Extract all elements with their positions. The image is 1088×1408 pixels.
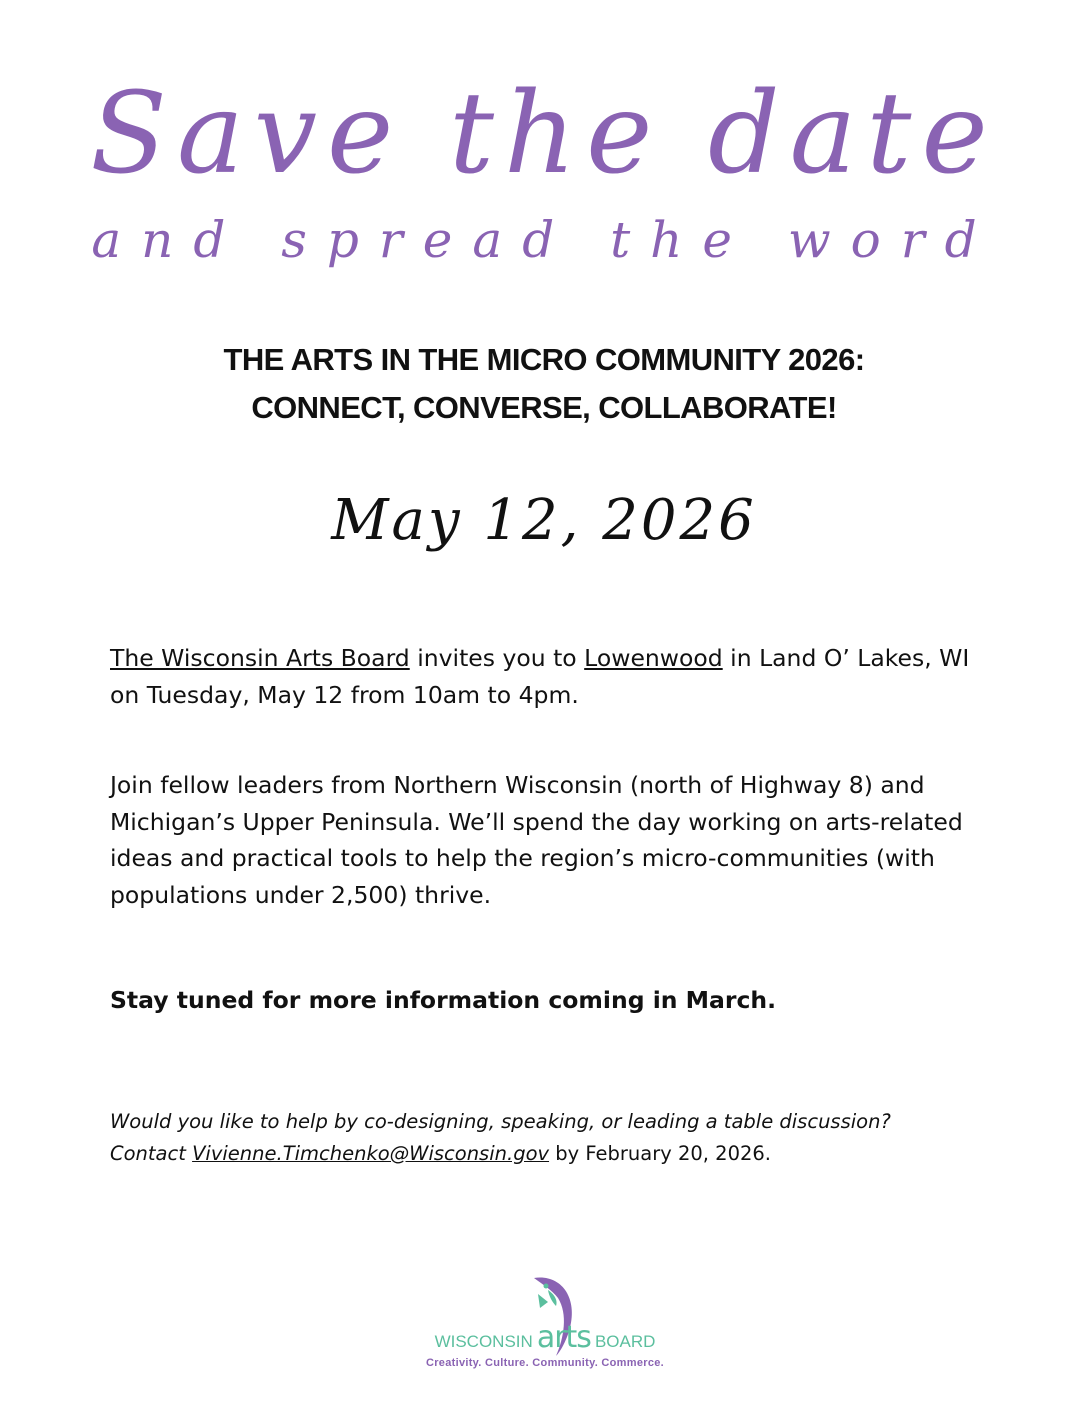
logo-center-word: arts bbox=[536, 1320, 591, 1355]
logo-wordmark bbox=[400, 1320, 690, 1355]
invitation-text-a: invites you to bbox=[409, 644, 585, 672]
invitation-text-b: in Land O’ Lakes, WI on Tuesday, May 12 from 10am to 4pm. bbox=[110, 644, 970, 709]
contact-prefix: Contact bbox=[110, 1142, 193, 1165]
spread-the-word-subheadline: and spread the word bbox=[91, 211, 997, 269]
save-the-date-headline: Save the date bbox=[90, 69, 998, 199]
help-question: Would you like to help by co-designing, speaking, or leading a table discussion? bbox=[110, 1110, 891, 1133]
details-paragraph: Join fellow leaders from Northern Wisconsin (north of Highway 8) and Michigan’s Upper Peninsula. We’ll spend the day working on arts-related ideas and practical tools to help the region’s micro-communities (with populations under 2,500) thrive. bbox=[110, 771, 963, 909]
stay-tuned-note: Stay tuned for more information coming in March. bbox=[110, 986, 777, 1014]
help-request bbox=[110, 1106, 990, 1170]
wisconsin-arts-board-link[interactable]: The Wisconsin Arts Board bbox=[110, 644, 410, 672]
invitation-paragraph bbox=[110, 640, 980, 713]
event-title bbox=[0, 336, 1088, 432]
event-date: May 12, 2026 bbox=[331, 488, 757, 553]
logo-tagline: Creativity. Culture. Community. Commerce. bbox=[425, 1357, 665, 1369]
contact-email-link[interactable]: Vivienne.Timchenko@Wisconsin.gov bbox=[192, 1142, 550, 1165]
logo-right-word: BOARD bbox=[594, 1332, 656, 1351]
event-title-line2: CONNECT, CONVERSE, COLLABORATE! bbox=[251, 390, 837, 425]
event-title-line1: THE ARTS IN THE MICRO COMMUNITY 2026: bbox=[223, 342, 865, 377]
wisconsin-arts-board-logo bbox=[400, 1268, 690, 1378]
lowenwood-link[interactable]: Lowenwood bbox=[584, 644, 723, 672]
contact-deadline: by February 20, 2026. bbox=[549, 1142, 772, 1165]
logo-left-word: WISCONSIN bbox=[434, 1332, 533, 1351]
